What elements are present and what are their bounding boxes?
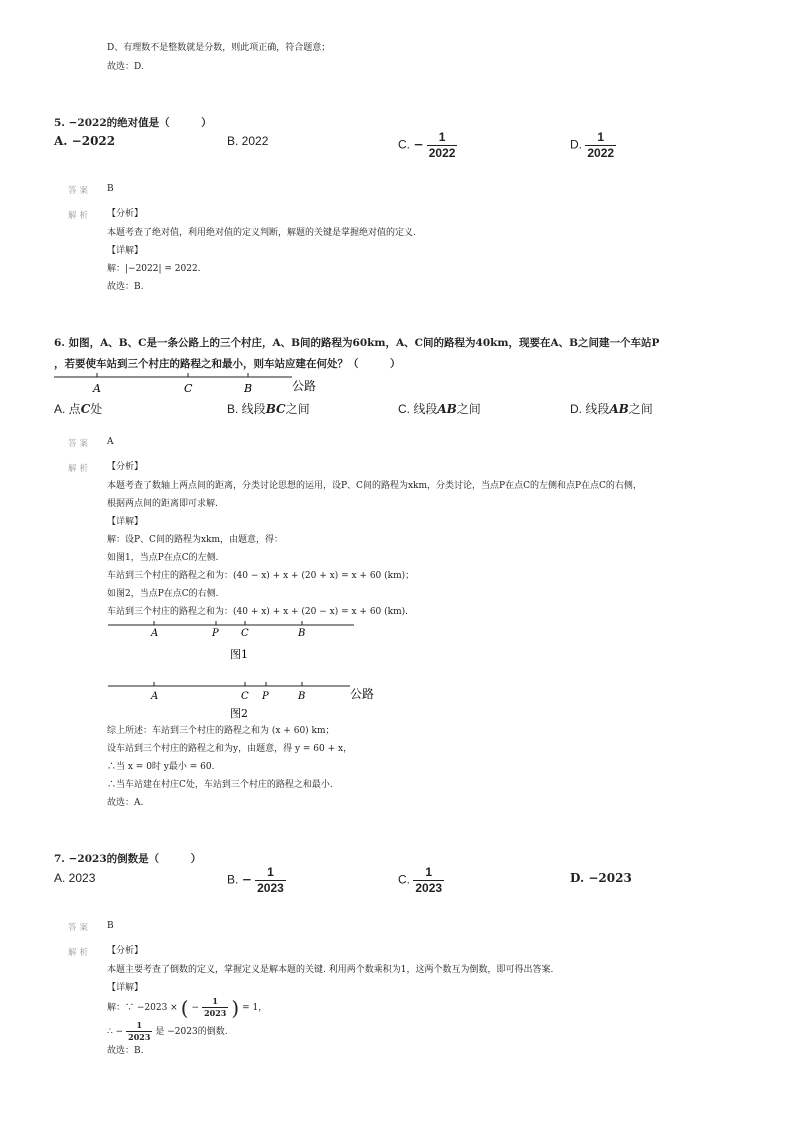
q6-option-c: C. 线段AB之间 bbox=[398, 402, 481, 416]
q6-analysis-1: 【分析】 bbox=[107, 462, 144, 472]
q6-answer-label: 答案 bbox=[68, 439, 92, 449]
q6-analysis-8: 如图2，当点P在点C的右侧. bbox=[107, 589, 219, 599]
q5-option-d: D. $\frac{1}{2022}$ bbox=[570, 130, 615, 160]
q6-figure-2 bbox=[106, 680, 386, 722]
q6-option-a: A. 点C处 bbox=[54, 402, 103, 416]
q6-stem-line1: 6. 如图，A、B、C是一条公路上的三个村庄，A、B间的路程为60km，A、C间的路程为40km，现要在A、B之间建一个车站P bbox=[54, 337, 660, 349]
q7-option-d: D. −2023 bbox=[570, 871, 632, 885]
q7-option-a: A. 2023 bbox=[54, 871, 96, 885]
q6-answer: A bbox=[107, 437, 114, 447]
q5-analysis-2: 本题考查了绝对值，利用绝对值的定义判断，解题的关键是掌握绝对值的定义. bbox=[107, 228, 416, 238]
fig2-label-a: A bbox=[151, 691, 159, 702]
prev-solution-line: D、有理数不是整数就是分数，则此项正确，符合题意； bbox=[107, 43, 331, 53]
q7-analysis-4: 解：∵ −2023 × ( − $\frac{1}{2023}$ ) = 1， bbox=[107, 995, 268, 1020]
q5-analysis-label: 解析 bbox=[68, 211, 92, 221]
fig1-label-a: A bbox=[151, 628, 159, 639]
fig2-caption: 图2 bbox=[230, 707, 248, 720]
q7-analysis-2: 本题主要考查了倒数的定义，掌握定义是解本题的关键. 利用两个数乘积为1，这两个数互为倒数，即可得出答案. bbox=[107, 965, 554, 975]
q6-option-b: B. 线段BC之间 bbox=[227, 402, 310, 416]
q6-analysis-10: 综上所述：车站到三个村庄的路程之和为 (x + 60) km； bbox=[107, 726, 335, 736]
q7-answer: B bbox=[107, 921, 114, 931]
q5-answer-label: 答案 bbox=[68, 186, 92, 196]
label-c: C bbox=[184, 382, 193, 395]
q6-stem-line2: ，若要使车站到三个村庄的路程之和最小，则车站应建在何处？（ ） bbox=[54, 358, 401, 370]
q7-answer-label: 答案 bbox=[68, 923, 92, 933]
q7-option-c: C. $\frac{1}{2023}$ bbox=[398, 865, 443, 895]
q6-analysis-9: 车站到三个村庄的路程之和为：(40 + x) + x + (20 − x) = x + 60 (km). bbox=[107, 607, 409, 617]
q6-analysis-2: 本题考查了数轴上两点间的距离，分类讨论思想的运用，设P、C间的路程为xkm，分类讨论，当点P在点C的左侧和点P在点C的右侧， bbox=[107, 481, 642, 491]
q6-figure-1 bbox=[106, 620, 366, 664]
q7-analysis-5: ∴ − $\frac{1}{2023}$ 是 −2023的倒数. bbox=[107, 1020, 228, 1042]
q7-option-b: B. − $\frac{1}{2023}$ bbox=[227, 865, 284, 895]
fig2-label-p: P bbox=[262, 691, 269, 702]
q6-analysis-4: 【详解】 bbox=[107, 517, 144, 527]
label-b: B bbox=[244, 382, 253, 395]
q6-analysis-11: 设车站到三个村庄的路程之和为y，由题意，得 y = 60 + x， bbox=[107, 744, 353, 754]
fig2-label-road: 公路 bbox=[350, 687, 375, 701]
q6-analysis-6: 如图1，当点P在点C的左侧. bbox=[107, 553, 219, 563]
q5-analysis-1: 【分析】 bbox=[107, 209, 144, 219]
fig1-caption: 图1 bbox=[230, 648, 248, 661]
q6-analysis-3: 根据两点间的距离即可求解. bbox=[107, 499, 218, 509]
fig1-label-c: C bbox=[241, 628, 249, 639]
q7-analysis-label: 解析 bbox=[68, 948, 92, 958]
q7-analysis-1: 【分析】 bbox=[107, 946, 144, 956]
q6-analysis-12: ∴当 x = 0时 y最小 = 60. bbox=[107, 762, 215, 772]
fig2-label-b: B bbox=[298, 691, 306, 702]
q6-analysis-14: 故选：A. bbox=[107, 798, 144, 808]
q6-analysis-13: ∴当车站建在村庄C处，车站到三个村庄的路程之和最小. bbox=[107, 780, 333, 790]
q5-analysis-5: 故选：B. bbox=[107, 282, 144, 292]
q5-option-c: C. − $\frac{1}{2022}$ bbox=[398, 130, 456, 160]
q6-analysis-7: 车站到三个村庄的路程之和为：(40 − x) + x + (20 + x) = x + 60 (km)； bbox=[107, 571, 415, 581]
q5-analysis-3: 【详解】 bbox=[107, 246, 144, 256]
prev-solution-choice: 故选：D. bbox=[107, 62, 144, 72]
q7-analysis-3: 【详解】 bbox=[107, 983, 144, 993]
q6-analysis-5: 解：设P、C间的路程为xkm，由题意，得： bbox=[107, 535, 284, 545]
q7-analysis-6: 故选：B. bbox=[107, 1046, 144, 1056]
fig2-label-c: C bbox=[241, 691, 249, 702]
q5-answer: B bbox=[107, 184, 114, 194]
q6-analysis-label: 解析 bbox=[68, 464, 92, 474]
label-a: A bbox=[93, 382, 101, 395]
q6-option-d: D. 线段AB之间 bbox=[570, 402, 653, 416]
q6-road-figure bbox=[52, 372, 332, 398]
q5-option-a: A. −2022 bbox=[54, 134, 116, 148]
q7-stem: 7. −2023的倒数是（ ） bbox=[54, 853, 202, 865]
fig1-label-b: B bbox=[298, 628, 306, 639]
label-road: 公路 bbox=[292, 379, 317, 393]
q5-option-b: B. 2022 bbox=[227, 134, 269, 148]
fig1-label-p: P bbox=[212, 628, 219, 639]
q5-stem: 5. −2022的绝对值是（ ） bbox=[54, 117, 212, 129]
q5-analysis-4: 解：|−2022| = 2022. bbox=[107, 264, 201, 274]
